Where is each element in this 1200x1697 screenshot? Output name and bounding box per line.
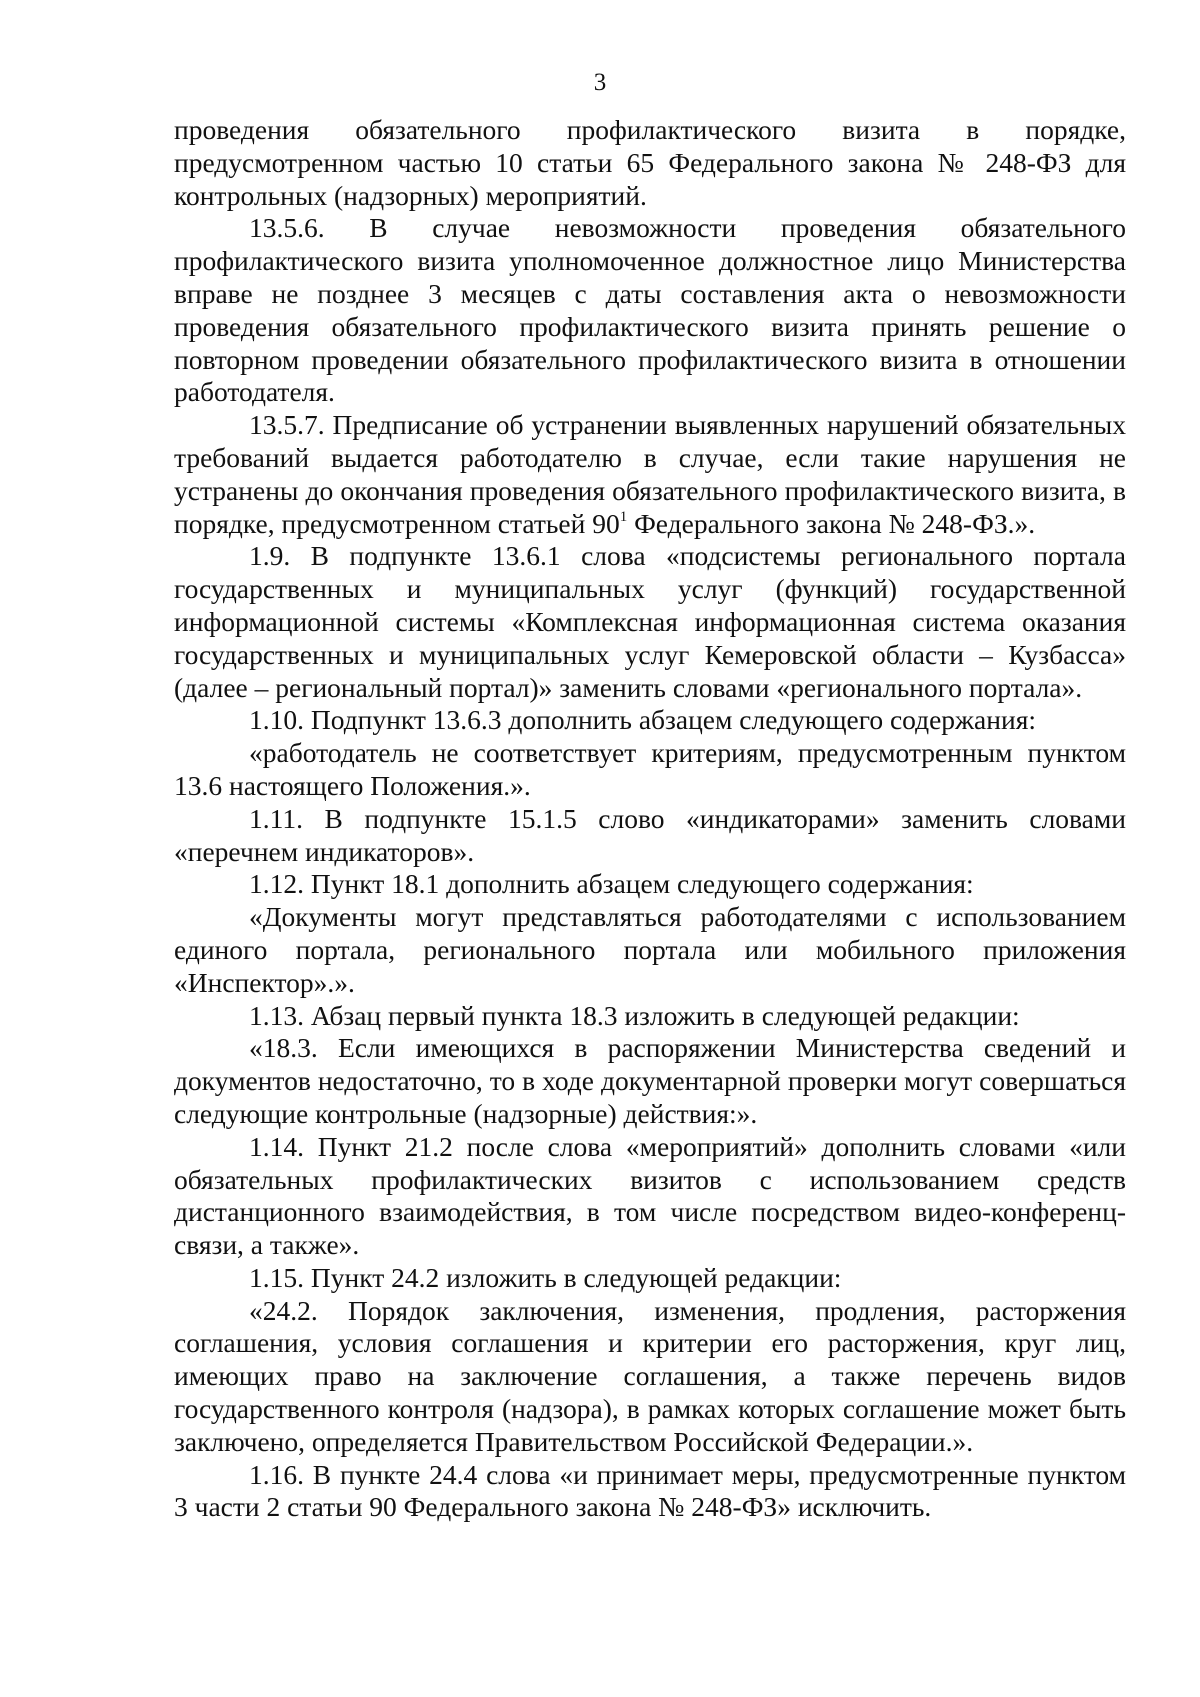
paragraph-1-11: 1.11. В подпункте 15.1.5 слово «индикаторами» заменить словами «перечнем индикаторов». — [174, 802, 1126, 867]
paragraph-1-10-quote: «работодатель не соответствует критериям, предусмотренным пунктом 13.6 настоящего Положения.». — [174, 737, 1126, 801]
paragraph-1-15-quote: «24.2. Порядок заключения, изменения, продления, расторжения соглашения, условия соглашения и критерии его расторжения, круг лиц, имеющих право на заключение соглашения, а также перечень видов государственного контроля (надзора), в рамках которых соглашение может быть заключено, определяется Правительством Российской Федерации.». — [174, 1294, 1126, 1457]
paragraph-13-5-6: 13.5.6. В случае невозможности проведения обязательного профилактического визита уполномоченное должностное лицо Министерства вправе не позднее 3 месяцев с даты составления акта о невозможности проведения обязательного профилактического визита принять решение о повторном проведении обязательного профилактического визита в отношении работодателя. — [174, 212, 1126, 408]
paragraph-13-5-7-text: 13.5.7. Предписание об устранении выявленных нарушений обязательных требований выдается работодателю в случае, если такие нарушения не устранены до окончания проведения обязательного профилактического визита, в порядке, предусмотренном статьей 90 — [174, 409, 1126, 539]
paragraph-1-16: 1.16. В пункте 24.4 слова «и принимает меры, предусмотренные пунктом 3 части 2 статьи 90 Федерального закона № 248-ФЗ» исключить. — [174, 1458, 1126, 1523]
paragraph-continuation: проведения обязательного профилактического визита в порядке, предусмотренном частью 10 статьи 65 Федерального закона № 248-ФЗ для контрольных (надзорных) мероприятий. — [174, 114, 1126, 211]
document-body — [174, 114, 1126, 1524]
paragraph-1-9: 1.9. В подпункте 13.6.1 слова «подсистемы регионального портала государственных и муниципальных услуг (функций) государственной информационной системы «Комплексная информационная система оказания государственных и муниципальных услуг Кемеровской области – Кузбасса» (далее – региональный портал)» заменить словами «регионального портала». — [174, 540, 1126, 703]
paragraph-1-14: 1.14. Пункт 21.2 после слова «мероприятий» дополнить словами «или обязательных профилактических визитов с использованием средств дистанционного взаимодействия, в том числе посредством видео-конференц-связи, а также». — [174, 1130, 1126, 1261]
paragraph-13-5-7-tail: Федерального закона № 248-ФЗ.». — [627, 507, 1036, 539]
paragraph-13-5-7 — [174, 409, 1126, 540]
paragraph-1-15: 1.15. Пункт 24.2 изложить в следующей редакции: — [249, 1261, 842, 1293]
paragraph-1-10: 1.10. Подпункт 13.6.3 дополнить абзацем следующего содержания: — [249, 704, 1036, 736]
paragraph-1-12-quote: «Документы могут представляться работодателями с использованием единого портала, регионального портала или мобильного приложения «Инспектор».». — [174, 901, 1126, 998]
article-superscript: 1 — [619, 508, 628, 525]
paragraph-1-13: 1.13. Абзац первый пункта 18.3 изложить в следующей редакции: — [249, 999, 1020, 1031]
paragraph-1-12: 1.12. Пункт 18.1 дополнить абзацем следующего содержания: — [249, 868, 974, 900]
paragraph-1-13-quote: «18.3. Если имеющихся в распоряжении Министерства сведений и документов недостаточно, то в ходе документарной проверки могут совершаться следующие контрольные (надзорные) действия:». — [174, 1032, 1126, 1129]
page-number: 3 — [593, 69, 607, 96]
